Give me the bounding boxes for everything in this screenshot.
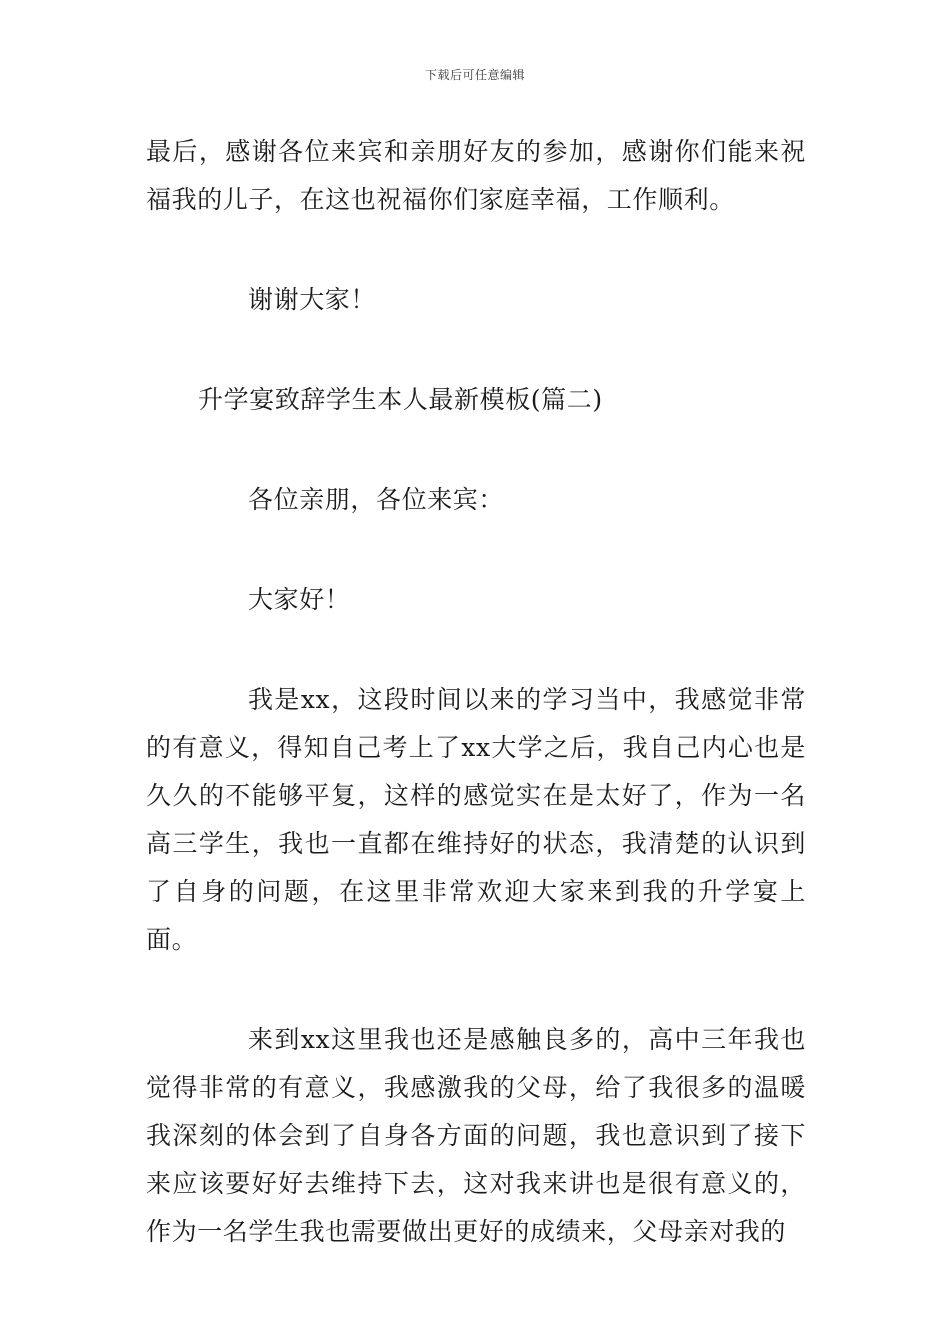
closing-paragraph: 最后，感谢各位来宾和亲朋好友的参加，感谢你们能来祝福我的儿子，在这也祝福你们家庭幸福，工作顺利。 — [146, 137, 806, 214]
greeting: 大家好！ — [248, 585, 351, 614]
body-paragraph-2: 来到xx这里我也还是感触良多的，高中三年我也觉得非常的有意义，我感激我的父母，给了我很多的温暖我深刻的体会到了自身各方面的问题，我也意识到了接下来应该要好好去维持下去，这对我来讲也是很有意义的，作为一名学生我也需要做出更好的成绩来，父母亲对我的 — [146, 1025, 806, 1246]
document-body — [146, 128, 806, 1256]
section-title: 升学宴致辞学生本人最新模板(篇二) — [198, 385, 603, 414]
salutation: 各位亲朋，各位来宾： — [248, 485, 505, 514]
body-paragraph-1: 我是xx，这段时间以来的学习当中，我感觉非常的有意义，得知自己考上了xx大学之后，我自己内心也是久久的不能够平复，这样的感觉实在是太好了，作为一名高三学生，我也一直都在维持好的状态，我清楚的认识到了自身的问题，在这里非常欢迎大家来到我的升学宴上面。 — [146, 685, 806, 954]
thanks-line: 谢谢大家！ — [248, 285, 377, 314]
page-header: 下载后可任意编辑 — [424, 68, 525, 82]
